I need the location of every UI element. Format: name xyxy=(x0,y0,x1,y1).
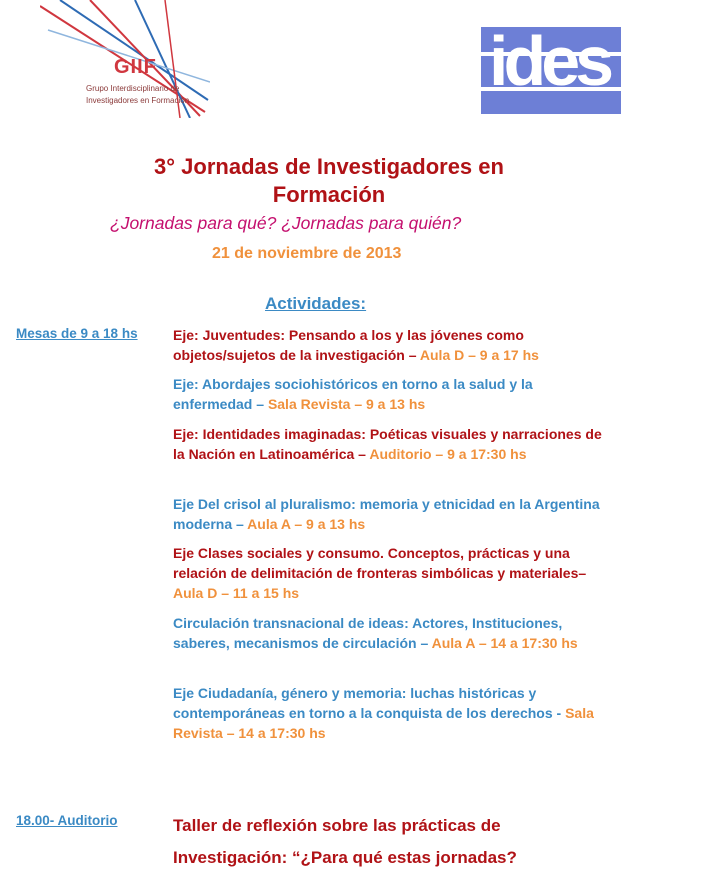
session-venue: Aula D – 9 a 17 hs xyxy=(419,347,539,363)
ides-logo-text: ides xyxy=(489,27,610,100)
session-venue: Aula A – 9 a 13 hs xyxy=(247,516,366,532)
event-date: 21 de noviembre de 2013 xyxy=(212,245,402,262)
giif-logo-text: GIIF xyxy=(114,56,157,78)
session-title: Eje Clases sociales y consumo. Conceptos, prácticas y una relación de delimitación de fronteras simbólicas y materiales– xyxy=(173,545,587,581)
session-venue: Sala Revista – 14 a 17:30 hs xyxy=(173,705,594,741)
workshop-title: Taller de reflexión sobre las prácticas de Investigación: “¿Para qué estas jornadas? xyxy=(173,816,517,867)
session-salud xyxy=(173,374,613,414)
session-title: Eje: Abordajes sociohistóricos en torno a la salud y la enfermedad – xyxy=(173,376,533,412)
session-title: Eje: Identidades imaginadas: Poéticas visuales y narraciones de la Nación en Latinoamérica – xyxy=(173,426,602,462)
session-juventudes xyxy=(173,325,613,365)
workshop-time-label: 18.00- Auditorio xyxy=(16,813,118,828)
giif-logo xyxy=(40,0,210,118)
giif-logo-line2: Investigadores en Formación xyxy=(86,96,190,105)
session-venue: Sala Revista – 9 a 13 hs xyxy=(267,396,426,412)
session-venue: Auditorio – 9 a 17:30 hs xyxy=(369,446,527,462)
session-crisol xyxy=(173,494,613,534)
session-title: Circulación transnacional de ideas: Actores, Instituciones, saberes, mecanismos de circulación – xyxy=(173,615,563,651)
giif-logo-line1: Grupo Interdisciplinario de xyxy=(86,84,180,93)
activities-heading: Actividades: xyxy=(265,294,367,313)
session-clases-sociales xyxy=(173,543,613,603)
ides-logo xyxy=(481,27,621,114)
session-circulacion xyxy=(173,613,613,653)
session-identidades xyxy=(173,424,613,464)
session-title: Eje Ciudadanía, género y memoria: luchas históricas y contemporáneas en torno a la conquista de los derechos - xyxy=(173,685,566,721)
session-title: Eje: Juventudes: Pensando a los y las jóvenes como objetos/sujetos de la investigación – xyxy=(173,327,524,363)
page-title: 3° Jornadas de Investigadores en Formación xyxy=(154,154,504,207)
page-subtitle: ¿Jornadas para qué? ¿Jornadas para quién? xyxy=(110,213,462,233)
session-title: Eje Del crisol al pluralismo: memoria y etnicidad en la Argentina moderna – xyxy=(173,496,600,532)
session-venue: Aula A – 14 a 17:30 hs xyxy=(431,635,578,651)
session-venue: Aula D – 11 a 15 hs xyxy=(173,585,300,601)
mesas-schedule-label: Mesas de 9 a 18 hs xyxy=(16,326,138,341)
session-ciudadania xyxy=(173,683,613,743)
